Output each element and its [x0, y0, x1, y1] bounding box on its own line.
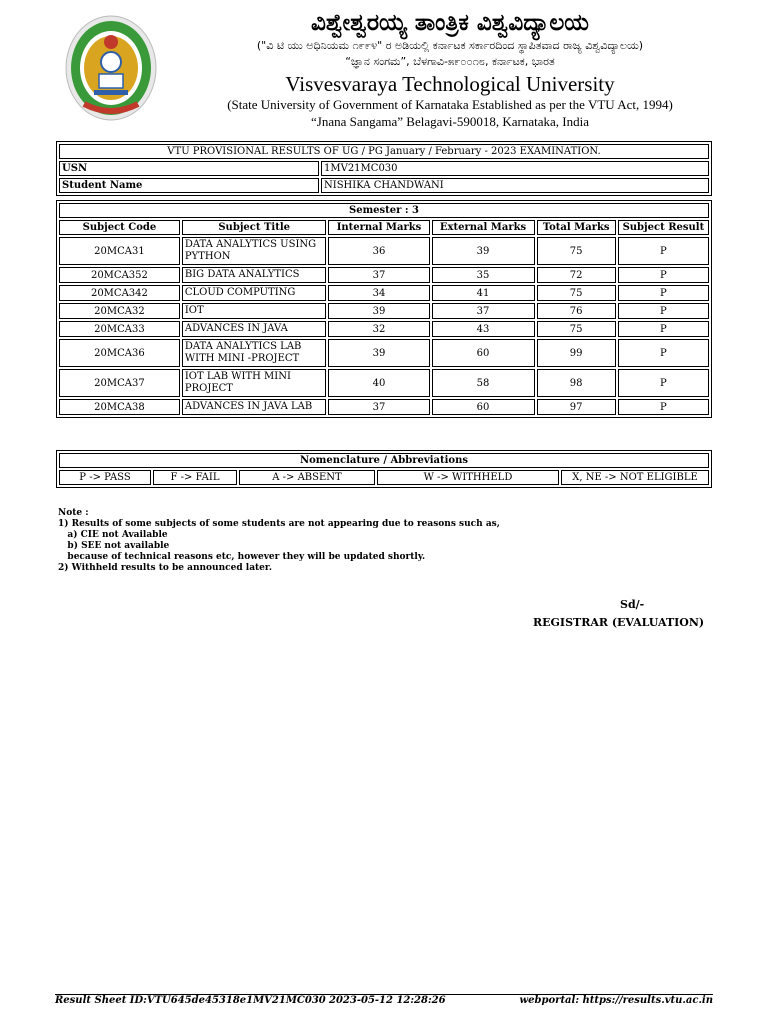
subject-title: DATA ANALYTICS USING PYTHON [182, 237, 327, 265]
subject-result: P [618, 267, 709, 283]
external-marks: 43 [432, 321, 535, 337]
internal-marks: 39 [328, 339, 429, 367]
university-name-kannada: ವಿಶ್ವೇಶ್ವರಯ್ಯ ತಾಂತ್ರಿಕ ವಿಶ್ವವಿದ್ಯಾಲಯ [311, 10, 589, 36]
table-row [59, 321, 709, 337]
total-marks: 75 [537, 285, 616, 301]
internal-marks: 37 [328, 399, 429, 415]
university-header [170, 8, 730, 130]
subject-title: IOT [182, 303, 327, 319]
table-row [59, 339, 709, 367]
footer [55, 995, 713, 1009]
internal-marks: 32 [328, 321, 429, 337]
subject-code: 20MCA352 [59, 267, 180, 283]
external-marks: 41 [432, 285, 535, 301]
subject-title: BIG DATA ANALYTICS [182, 267, 327, 283]
internal-marks: 36 [328, 237, 429, 265]
external-marks: 58 [432, 369, 535, 397]
generated-timestamp: 2023-05-12 12:28:26 [329, 995, 446, 1006]
subject-code: 20MCA33 [59, 321, 180, 337]
subject-result: P [618, 237, 709, 265]
table-row [59, 399, 709, 415]
subject-code: 20MCA36 [59, 339, 180, 367]
external-marks: 35 [432, 267, 535, 283]
note-section [58, 508, 500, 574]
semester-label: Semester : 3 [59, 203, 709, 218]
abbreviation-absent: A -> ABSENT [239, 470, 375, 485]
table-row [59, 285, 709, 301]
internal-marks: 37 [328, 267, 429, 283]
university-act-english: (State University of Government of Karnataka Established as per the VTU Act, 1994) [227, 97, 673, 112]
subject-title: ADVANCES IN JAVA [182, 321, 327, 337]
usn-value: 1MV21MC030 [321, 161, 709, 176]
university-address-english: “Jnana Sangama” Belagavi-590018, Karnataka, India [311, 114, 589, 129]
note-line: because of technical reasons etc, however they will be updated shortly. [58, 552, 426, 562]
subject-code: 20MCA38 [59, 399, 180, 415]
university-address-kannada: “ಜ್ಞಾನ ಸಂಗಮ”, ಬೆಳಗಾವಿ-೫೯೦೦೧೮, ಕರ್ನಾಟಕ, ಭಾರತ [345, 55, 555, 68]
external-marks: 60 [432, 339, 535, 367]
subject-result: P [618, 321, 709, 337]
subject-result: P [618, 369, 709, 397]
subject-code: 20MCA31 [59, 237, 180, 265]
note-line: 2) Withheld results to be announced later. [58, 563, 272, 573]
abbreviation-withheld: W -> WITHHELD [377, 470, 559, 485]
total-marks: 75 [537, 321, 616, 337]
table-row [59, 369, 709, 397]
subject-title: DATA ANALYTICS LAB WITH MINI -PROJECT [182, 339, 327, 367]
column-header: Internal Marks [328, 220, 429, 235]
note-line: b) SEE not available [58, 541, 170, 551]
registrar-title: REGISTRAR (EVALUATION) [533, 616, 705, 629]
webportal-link[interactable]: webportal: https://results.vtu.ac.in [519, 995, 713, 1006]
subject-title: ADVANCES IN JAVA LAB [182, 399, 327, 415]
internal-marks: 40 [328, 369, 429, 397]
subject-title: IOT LAB WITH MINI PROJECT [182, 369, 327, 397]
subject-code: 20MCA342 [59, 285, 180, 301]
note-line: 1) Results of some subjects of some students are not appearing due to reasons such as, [58, 519, 500, 529]
column-header: Subject Result [618, 220, 709, 235]
subject-code: 20MCA37 [59, 369, 180, 397]
total-marks: 99 [537, 339, 616, 367]
subject-result: P [618, 399, 709, 415]
abbreviation-pass: P -> PASS [59, 470, 151, 485]
total-marks: 75 [537, 237, 616, 265]
university-name-english: Visvesvaraya Technological University [285, 72, 615, 96]
semester-marks-table [56, 200, 712, 418]
usn-label: USN [59, 161, 319, 176]
total-marks: 72 [537, 267, 616, 283]
table-row [59, 237, 709, 265]
column-header: External Marks [432, 220, 535, 235]
abbreviation-fail: F -> FAIL [153, 470, 237, 485]
column-header: Subject Title [182, 220, 327, 235]
result-sheet-id: Result Sheet ID:VTU645de45318e1MV21MC030 [55, 995, 326, 1006]
external-marks: 39 [432, 237, 535, 265]
column-header: Total Marks [537, 220, 616, 235]
student-info-table [56, 141, 712, 196]
table-row [59, 303, 709, 319]
total-marks: 97 [537, 399, 616, 415]
nomenclature-table [56, 450, 712, 488]
total-marks: 98 [537, 369, 616, 397]
subject-result: P [618, 303, 709, 319]
subject-result: P [618, 339, 709, 367]
column-header-row [59, 220, 709, 235]
total-marks: 76 [537, 303, 616, 319]
note-line: a) CIE not Available [58, 530, 168, 540]
results-heading: VTU PROVISIONAL RESULTS OF UG / PG January / February - 2023 EXAMINATION. [59, 144, 709, 159]
university-seal-logo [64, 14, 158, 122]
subject-result: P [618, 285, 709, 301]
nomenclature-title: Nomenclature / Abbreviations [59, 453, 709, 468]
subject-code: 20MCA32 [59, 303, 180, 319]
subject-title: CLOUD COMPUTING [182, 285, 327, 301]
student-name-value: NISHIKA CHANDWANI [321, 178, 709, 193]
external-marks: 60 [432, 399, 535, 415]
internal-marks: 34 [328, 285, 429, 301]
internal-marks: 39 [328, 303, 429, 319]
abbreviation-not-eligible: X, NE -> NOT ELIGIBLE [561, 470, 709, 485]
column-header: Subject Code [59, 220, 180, 235]
external-marks: 37 [432, 303, 535, 319]
note-heading: Note : [58, 508, 89, 518]
table-row [59, 267, 709, 283]
student-name-label: Student Name [59, 178, 319, 193]
signature-sd: Sd/- [620, 598, 645, 611]
university-act-kannada: ("ವಿ ಟಿ ಯು ಅಧಿನಿಯಮ ೧೯೯೪" ರ ಅಡಿಯಲ್ಲಿ ಕರ್ನಾಟಕ ಸರ್ಕಾರದಿಂದ ಸ್ಥಾಪಿತವಾದ ರಾಜ್ಯ ವಿಶ್ವವಿದ್ಯಾಲಯ) [256, 39, 644, 52]
